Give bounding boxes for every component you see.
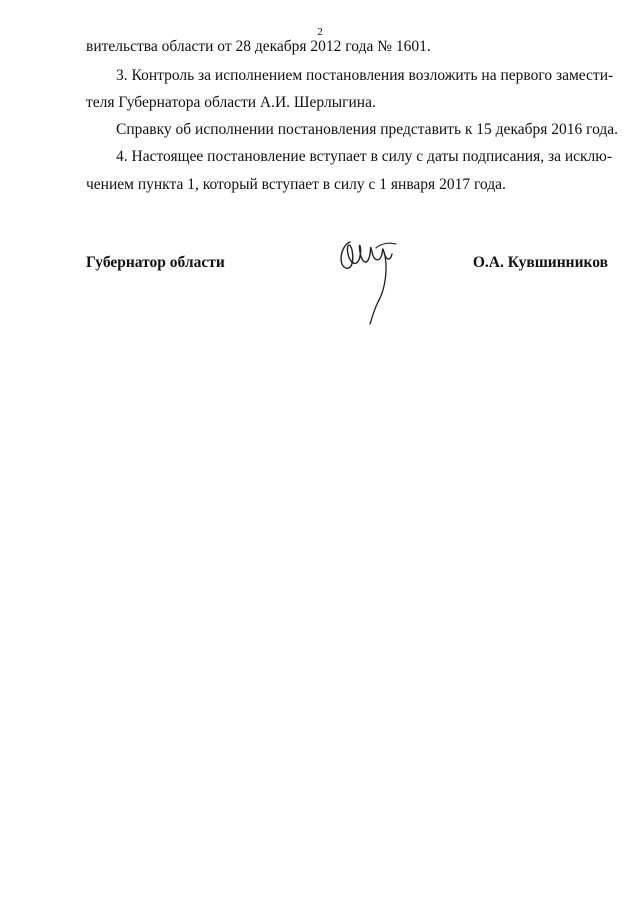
signatory-title: Губернатор области [86,254,225,271]
paragraph-line: 3. Контроль за исполнением постановления возложить на первого замести- [116,67,614,84]
paragraph-line: 4. Настоящее постановление вступает в силу с даты подписания, за исклю- [116,148,613,165]
signature-block [86,240,608,330]
paragraph-line: чением пункта 1, который вступает в силу с 1 января 2017 года. [86,176,506,193]
handwritten-signature [336,232,406,328]
paragraph-line: Справку об исполнении постановления представить к 15 декабря 2016 года. [116,121,619,138]
page-number: 2 [317,26,323,38]
signatory-name: О.А. Кувшинников [472,254,608,271]
paragraph-line: вительства области от 28 декабря 2012 года № 1601. [86,38,431,55]
paragraph-line: теля Губернатора области А.И. Шерлыгина. [86,94,376,111]
